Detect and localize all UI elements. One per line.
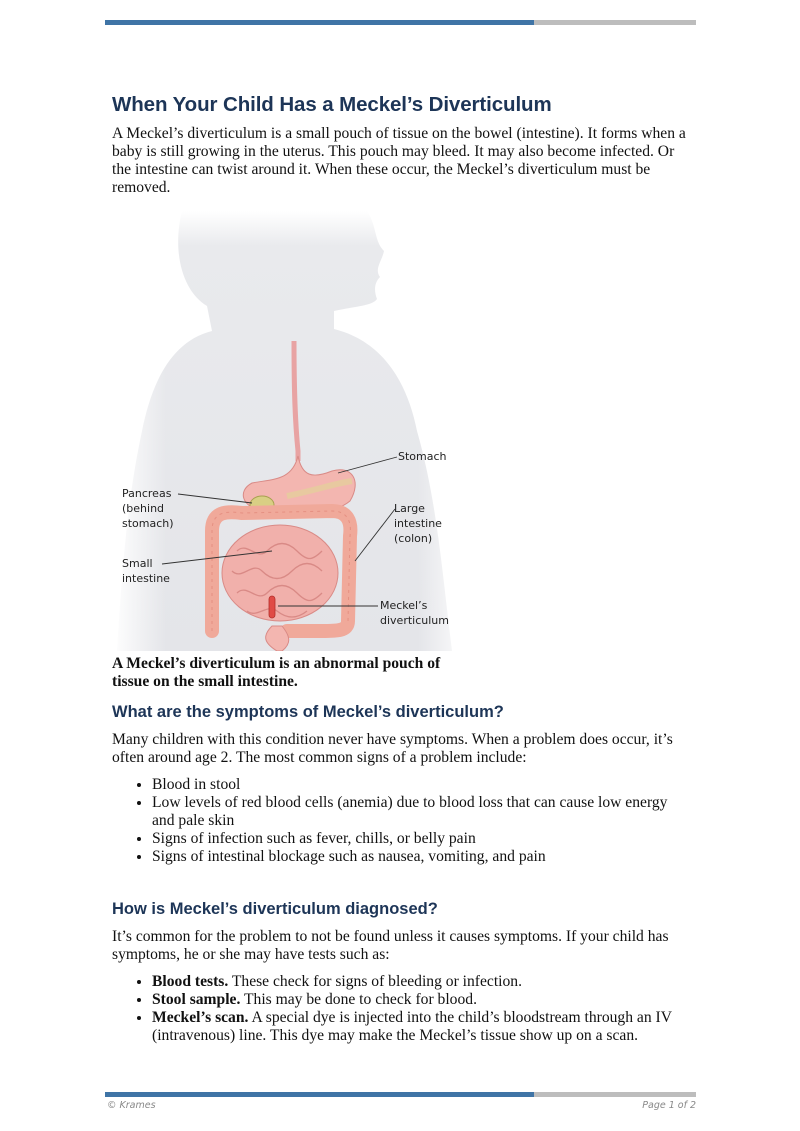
footer-rule-primary	[105, 1092, 534, 1097]
diagnosis-paragraph: It’s common for the problem to not be found unless it causes symptoms. If your child has symptoms, he or she may have tests such as:	[112, 928, 669, 963]
label-large-intestine-line-1: Large	[394, 502, 425, 515]
diagnosis-heading: How is Meckel’s diverticulum diagnosed?	[112, 900, 438, 918]
label-pancreas-line-1: Pancreas	[122, 487, 172, 500]
document-body	[112, 93, 692, 1045]
symptom-item: • Signs of infection such as fever, chills, or belly pain	[152, 830, 692, 848]
header-rule-secondary	[534, 20, 696, 25]
diagnosis-list	[112, 973, 692, 1045]
label-meckels-line-1: Meckel’s	[380, 599, 428, 612]
diagnosis-item	[152, 991, 692, 1009]
diagnosis-item-term: Meckel’s scan.	[152, 1009, 249, 1026]
page-title: When Your Child Has a Meckel’s Diverticulum	[112, 93, 552, 116]
header-rule-primary	[105, 20, 534, 25]
symptom-item: • Low levels of red blood cells (anemia) due to blood loss that can cause low energy and pale skin	[152, 794, 692, 830]
label-meckels-diverticulum	[380, 598, 449, 628]
symptoms-paragraph: Many children with this condition never have symptoms. When a problem does occur, it’s often around age 2. The most common signs of a problem include:	[112, 731, 673, 766]
label-pancreas-line-3: stomach)	[122, 517, 174, 530]
footer-rule	[105, 1092, 696, 1097]
copyright: © Krames	[107, 1100, 156, 1111]
diagnosis-item-term: Blood tests.	[152, 973, 229, 990]
label-small-intestine-line-2: intestine	[122, 572, 170, 585]
diagnosis-item-term: Stool sample.	[152, 991, 241, 1008]
diagnosis-item-text: These check for signs of bleeding or infection.	[228, 973, 522, 990]
diagnosis-item-text: A special dye is injected into the child’s bloodstream through an IV (intravenous) line. This dye may make the Meckel’s tissue show up on a scan.	[152, 1009, 672, 1044]
symptoms-heading: What are the symptoms of Meckel’s diverticulum?	[112, 703, 504, 721]
intro-paragraph: A Meckel’s diverticulum is a small pouch of tissue on the bowel (intestine). It forms when a baby is still growing in the uterus. This pouch may bleed. It may also become infected. Or the intestine can twist around it. When these occur, the Meckel’s diverticulum must be removed.	[112, 125, 686, 196]
page-number: Page 1 of 2	[642, 1100, 696, 1111]
figure-caption: A Meckel’s diverticulum is an abnormal pouch of tissue on the small intestine.	[112, 655, 441, 690]
footer-rule-secondary	[534, 1092, 696, 1097]
symptoms-list	[112, 776, 692, 866]
label-small-intestine-line-1: Small	[122, 557, 153, 570]
label-meckels-line-2: diverticulum	[380, 614, 449, 627]
anatomy-illustration	[112, 211, 472, 651]
label-pancreas-line-2: (behind	[122, 502, 165, 515]
label-large-intestine-line-2: intestine	[394, 517, 442, 530]
symptom-item: • Signs of intestinal blockage such as nausea, vomiting, and pain	[152, 848, 692, 866]
label-large-intestine	[394, 501, 442, 546]
diagnosis-item	[152, 973, 692, 991]
header-rule	[105, 20, 696, 25]
label-small-intestine	[122, 556, 170, 586]
diagnosis-item	[152, 1009, 692, 1045]
diagnosis-item-text: This may be done to check for blood.	[240, 991, 477, 1008]
label-pancreas	[122, 486, 174, 531]
label-large-intestine-line-3: (colon)	[394, 532, 433, 545]
label-stomach: Stomach	[398, 450, 447, 463]
symptom-item: • Blood in stool	[152, 776, 692, 794]
